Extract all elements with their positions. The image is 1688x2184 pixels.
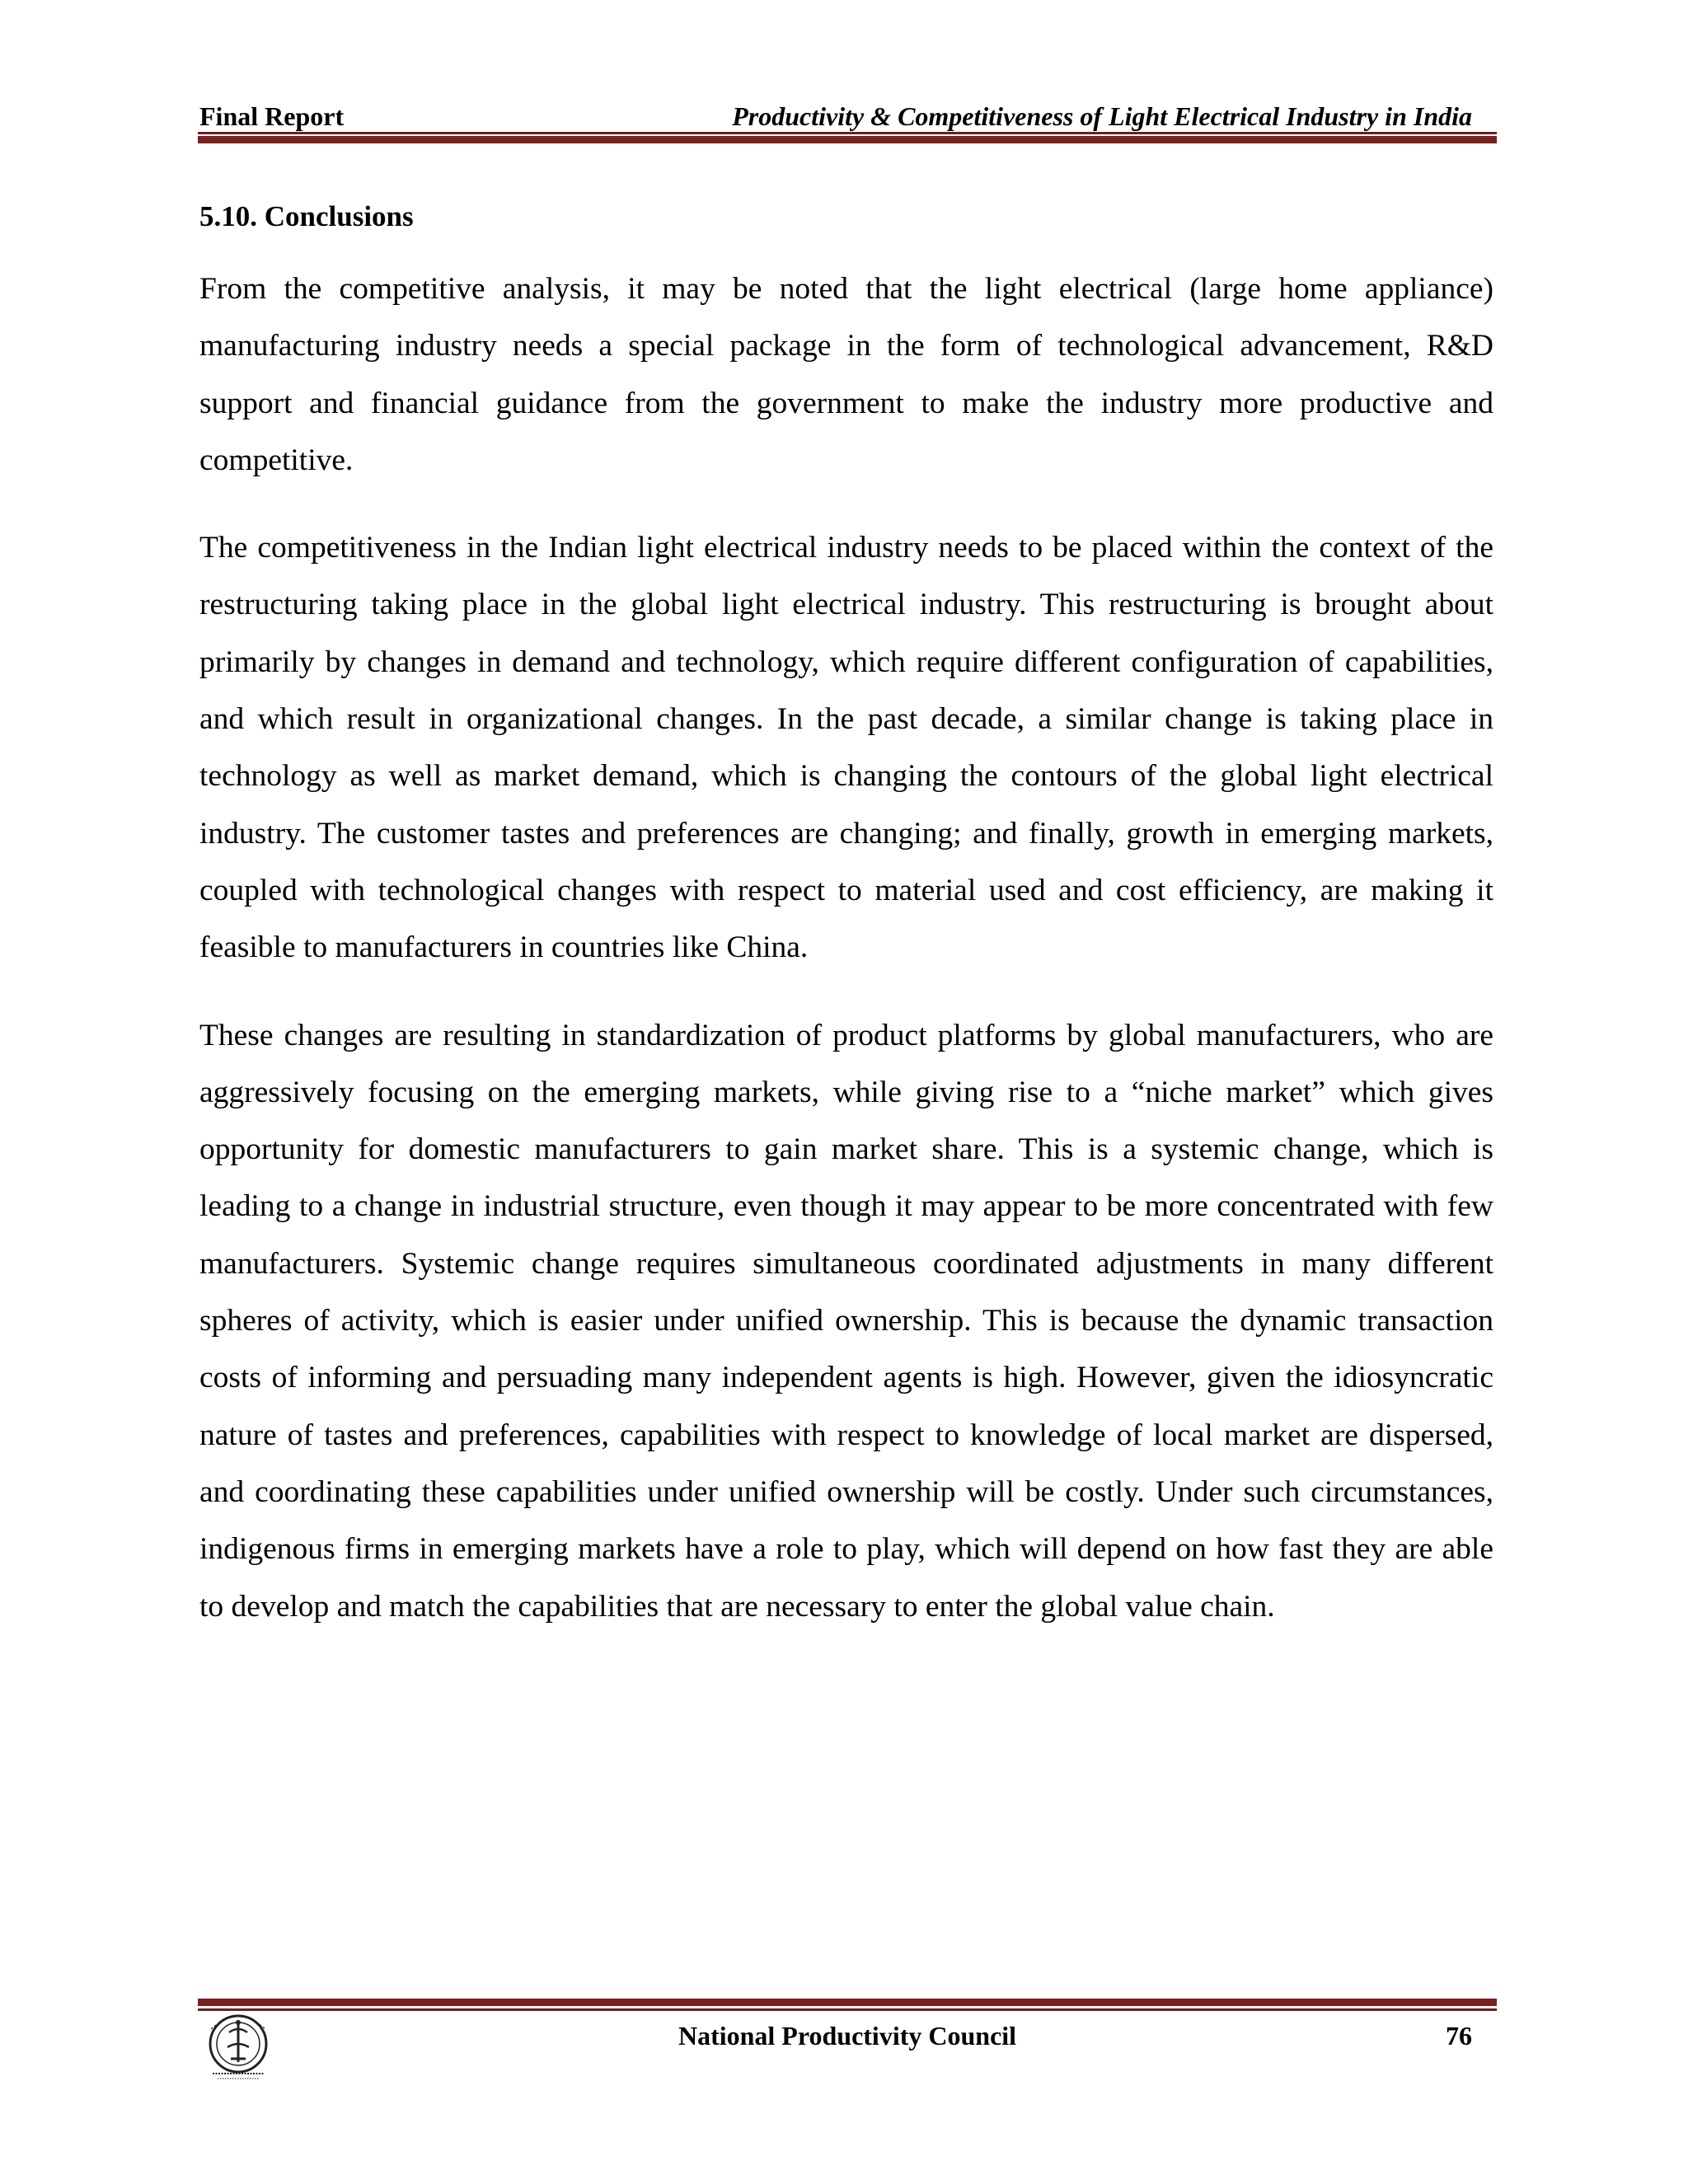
- page-footer: [198, 2017, 1497, 2058]
- paragraph-2: The competitiveness in the Indian light electrical industry needs to be placed within the context of the restructuring taking place in the global light electrical industry. This restructuring is brought about primarily by changes in demand and technology, which require different configuration of capabilities, and which result in organizational changes. In the past decade, a similar change is taking place in technology as well as market demand, which is changing the contours of the global light electrical industry. The customer tastes and preferences are changing; and finally, growth in emerging markets, coupled with technological changes with respect to material used and cost efficiency, are making it feasible to manufacturers in countries like China.: [199, 531, 1493, 965]
- paragraph-1: From the competitive analysis, it may be noted that the light electrical (large home appliance) manufacturing industry needs a special package in the form of technological advancement, R&D support and financial guidance from the government to make the industry more productive and competitive.: [199, 272, 1493, 477]
- header-rule-thin: [198, 132, 1497, 134]
- section-heading: 5.10. Conclusions: [199, 200, 414, 232]
- header-report-label: Final Report: [199, 101, 345, 131]
- footer-organization: National Productivity Council: [678, 2021, 1017, 2050]
- footer-rule-thin: [198, 2008, 1497, 2011]
- page-content: [199, 196, 1493, 1666]
- footer-rule-thick: [198, 1999, 1497, 2006]
- paragraph-3: These changes are resulting in standardization of product platforms by global manufacturers, who are aggressively focusing on the emerging markets, while giving rise to a “niche market” which gives opportunity for domestic manufacturers to gain market share. This is a systemic change, which is leading to a change in industrial structure, even though it may appear to be more concentrated with few manufacturers. Systemic change requires simultaneous coordinated adjustments in many different spheres of activity, which is easier under unified ownership. This is because the dynamic transaction costs of informing and persuading many independent agents is high. However, given the idiosyncratic nature of tastes and preferences, capabilities with respect to knowledge of local market are dispersed, and coordinating these capabilities under unified ownership will be costly. Under such circumstances, indigenous firms in emerging markets have a role to play, which will depend on how fast they are able to develop and match the capabilities that are necessary to enter the global value chain.: [199, 1018, 1493, 1624]
- header-report-title: Productivity & Competitiveness of Light Electrical Industry in India: [732, 101, 1472, 131]
- page-number: 76: [1446, 2021, 1472, 2050]
- header-rule-thick: [198, 136, 1497, 143]
